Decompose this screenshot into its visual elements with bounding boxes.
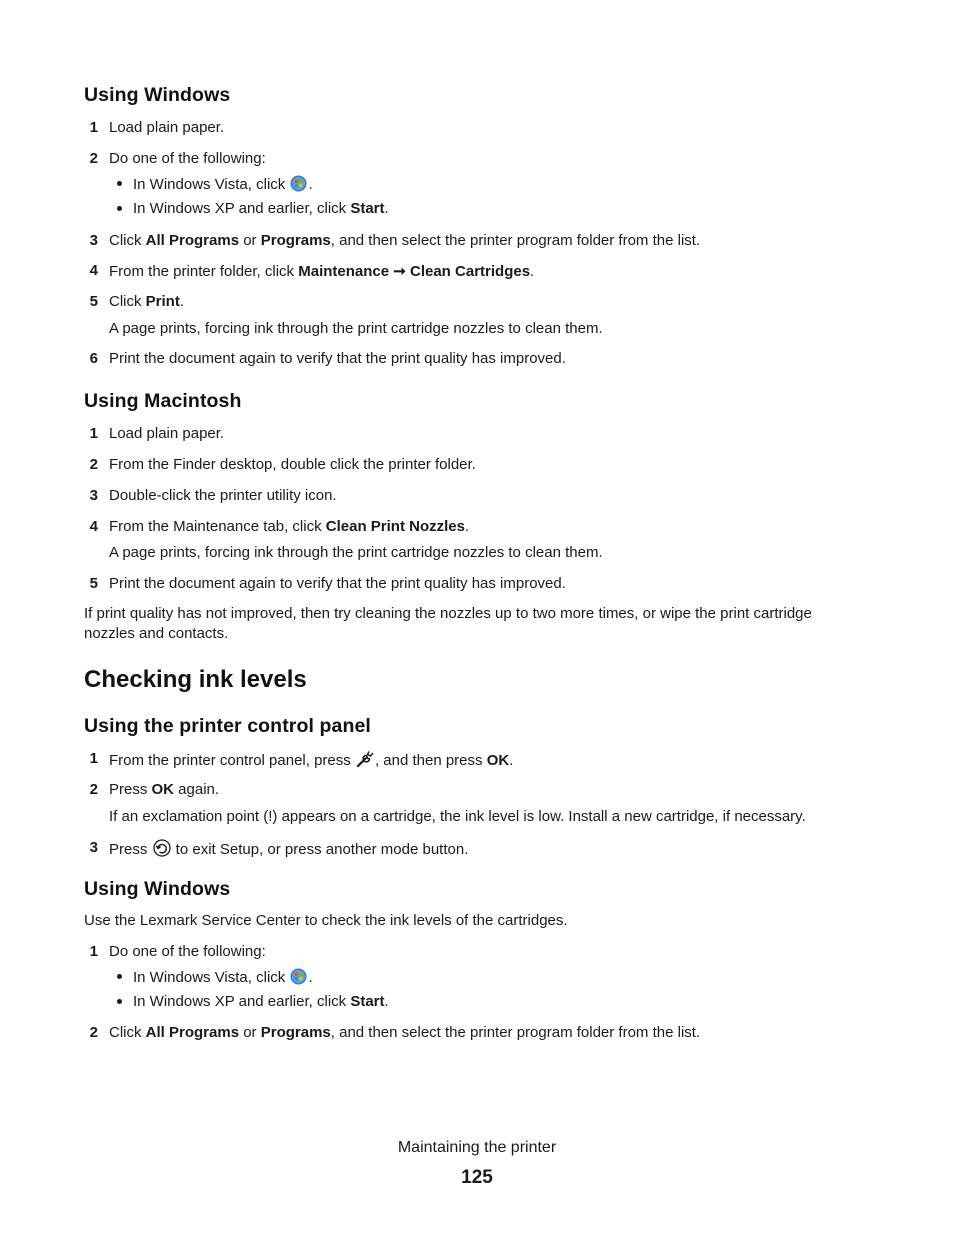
step-number: 1 [89,425,98,442]
page-number: 125 [461,1167,493,1188]
bullet [117,181,122,186]
step-text: Do one of the following: [109,150,266,167]
step-text: Load plain paper. [109,119,225,136]
step-text: From the Finder desktop, double click the printer folder. [109,456,476,473]
step-text: Double-click the printer utility icon. [109,487,337,504]
step-text: Click All Programs or Programs, and then select the printer program folder from the list. [109,1024,701,1041]
bullet-item: In Windows XP and earlier, click Start. [133,200,389,217]
step-text: Click Print. [109,293,185,310]
paragraph-line: Use the Lexmark Service Center to check the ink levels of the cartridges. [84,912,568,929]
page-section-title: Checking ink levels [84,666,307,693]
step-text: Click All Programs or Programs, and then select the printer program folder from the list. [109,232,701,249]
step-number: 2 [89,781,98,798]
step-note: If an exclamation point (!) appears on a cartridge, the ink level is low. Install a new cartridge, if necessary. [109,808,806,825]
step-number: 3 [89,232,98,249]
paragraph-line: nozzles and contacts. [84,625,229,642]
footer-chapter-title: Maintaining the printer [397,1139,557,1156]
step-text: Print the document again to verify that the print quality has improved. [109,575,566,592]
step-text: Print the document again to verify that the print quality has improved. [109,350,566,367]
step-text: Press to exit Setup, or press another mode button. [109,841,469,858]
windows-start-icon [290,968,307,985]
step-note: A page prints, forcing ink through the print cartridge nozzles to clean them. [109,544,603,561]
step-text: From the printer control panel, press , and then press OK. [109,752,514,769]
bullet-item: In Windows Vista, click . [133,176,313,193]
bullet [117,974,122,979]
section-heading-using-windows: Using Windows [84,878,231,900]
step-number: 5 [89,293,98,310]
step-note: A page prints, forcing ink through the print cartridge nozzles to clean them. [109,320,603,337]
step-number: 2 [89,150,98,167]
step-text: From the Maintenance tab, click Clean Print Nozzles. [109,518,470,535]
paragraph-line: If print quality has not improved, then try cleaning the nozzles up to two more times, or wipe the print cartridge [84,605,812,622]
bullet [117,206,122,211]
windows-start-icon [290,175,307,192]
arrow-icon: ➞ [389,263,410,280]
step-text: Do one of the following: [109,943,266,960]
step-text: Press OK again. [109,781,220,798]
bullet-item: In Windows XP and earlier, click Start. [133,993,389,1010]
step-number: 3 [89,487,98,504]
step-number: 1 [89,119,98,136]
step-number: 2 [89,1024,98,1041]
wrench-icon [356,750,374,768]
bullet [117,999,122,1004]
step-number: 1 [89,750,98,767]
step-text: Load plain paper. [109,425,225,442]
back-icon [153,839,171,857]
step-number: 4 [89,518,98,535]
bullet-item: In Windows Vista, click . [133,969,313,986]
step-number: 3 [89,839,98,856]
section-heading-using-windows: Using Windows [84,84,231,106]
step-number: 4 [89,262,98,279]
section-heading-using-macintosh: Using Macintosh [84,390,242,412]
step-number: 6 [89,350,98,367]
step-number: 1 [89,943,98,960]
step-number: 2 [89,456,98,473]
step-number: 5 [89,575,98,592]
step-text: From the printer folder, click Maintenance ➞ Clean Cartridges. [109,263,535,280]
section-heading-using-printer-control-panel: Using the printer control panel [84,715,371,737]
